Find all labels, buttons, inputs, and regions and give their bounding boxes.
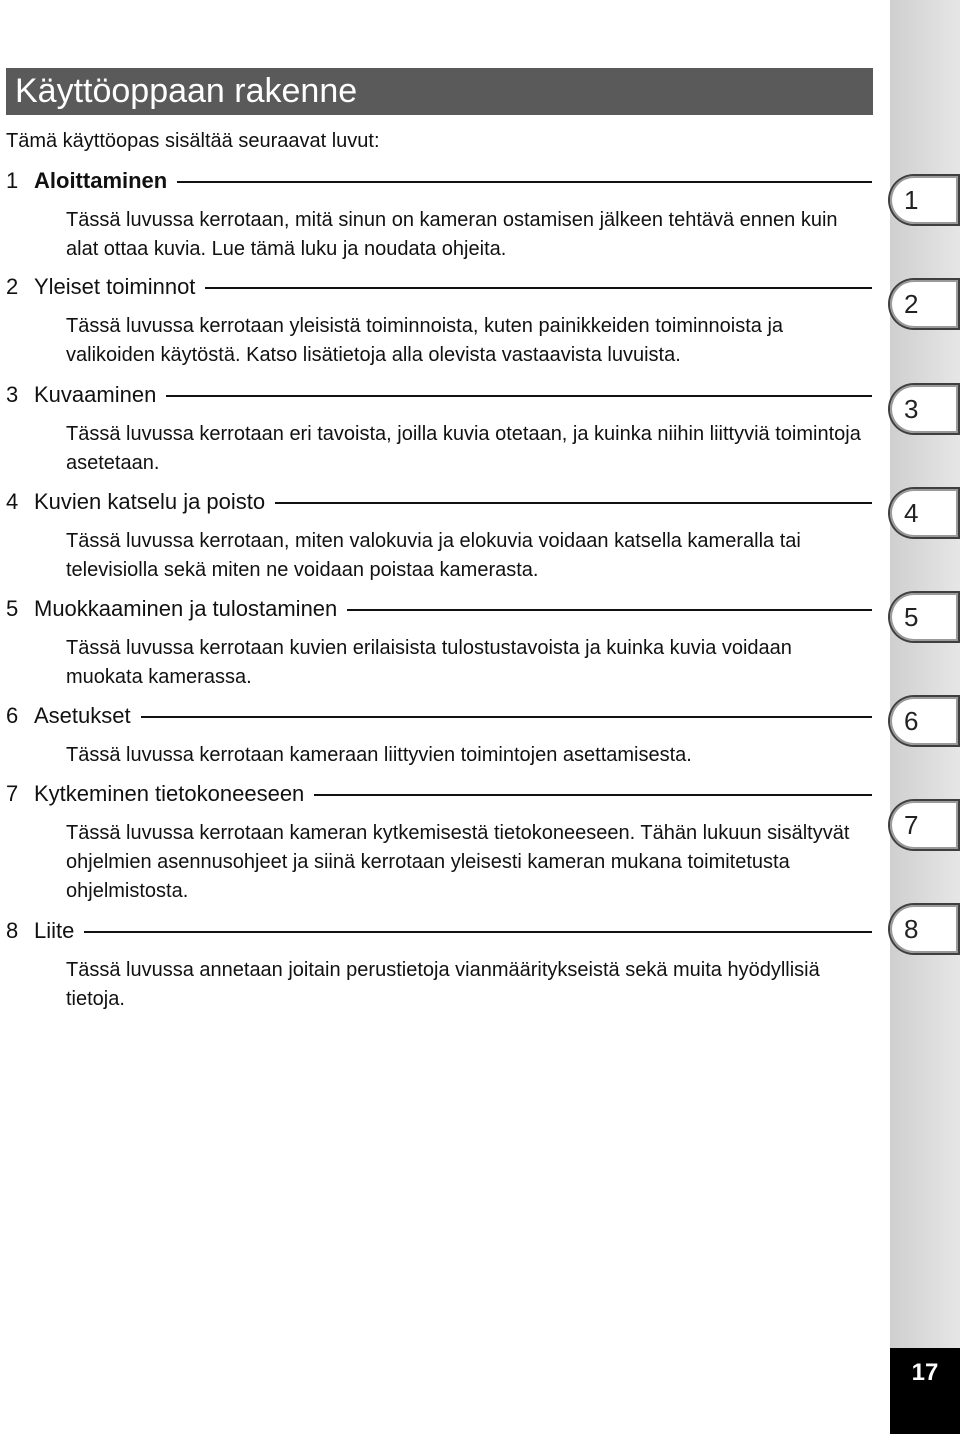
chapter-title: Aloittaminen	[34, 168, 168, 193]
chapter-title: Muokkaaminen ja tulostaminen	[34, 596, 338, 621]
tab-label: 3	[890, 385, 958, 433]
chapter-tab-2[interactable]	[888, 278, 960, 330]
tab-label: 1	[890, 176, 958, 224]
chapter-number: 5	[6, 596, 19, 621]
chapter-rule	[84, 931, 872, 933]
chapter-number: 7	[6, 781, 19, 806]
chapter-title: Liite	[34, 918, 75, 943]
chapter-number: 6	[6, 703, 19, 728]
chapter-rule	[205, 287, 872, 289]
chapter-title: Asetukset	[34, 703, 131, 728]
chapter-number: 4	[6, 489, 19, 514]
chapter-title: Yleiset toiminnot	[34, 274, 196, 299]
chapter-7	[6, 779, 872, 906]
chapter-4	[6, 487, 872, 585]
tab-label: 5	[890, 593, 958, 641]
page-title: Käyttöoppaan rakenne	[6, 68, 873, 115]
chapter-rule	[314, 794, 872, 796]
tab-label: 6	[890, 697, 958, 745]
chapter-title: Kuvaaminen	[34, 382, 157, 407]
chapter-number: 3	[6, 382, 19, 407]
tab-label: 8	[890, 905, 958, 953]
chapter-tab-7[interactable]	[888, 799, 960, 851]
chapter-title: Kuvien katselu ja poisto	[34, 489, 266, 514]
chapter-5	[6, 594, 872, 692]
chapter-8	[6, 916, 872, 1014]
chapter-title: Kytkeminen tietokoneeseen	[34, 781, 305, 806]
chapter-2	[6, 272, 872, 370]
chapter-description: Tässä luvussa kerrotaan eri tavoista, joilla kuvia otetaan, ja kuinka niihin liittyviä toimintoja asetetaan.	[66, 423, 861, 474]
chapter-rule	[275, 502, 872, 504]
intro-text: Tämä käyttöopas sisältää seuraavat luvut:	[6, 130, 380, 152]
chapter-tab-8[interactable]	[888, 903, 960, 955]
chapter-description: Tässä luvussa kerrotaan yleisistä toiminnoista, kuten painikkeiden toiminnoista ja valikoiden käytöstä. Katso lisätietoja alla olevista vastaavista luvuista.	[66, 315, 784, 366]
chapter-number: 1	[6, 168, 19, 193]
chapter-rule	[347, 609, 872, 611]
tab-label: 4	[890, 489, 958, 537]
chapter-rule	[177, 181, 872, 183]
chapter-description: Tässä luvussa kerrotaan kameraan liittyvien toimintojen asettamisesta.	[66, 744, 692, 766]
chapter-description: Tässä luvussa annetaan joitain perustietoja vianmääritykseistä sekä muita hyödyllisiä tietoja.	[66, 959, 820, 1010]
chapter-tab-6[interactable]	[888, 695, 960, 747]
page-number: 17	[890, 1348, 960, 1434]
chapter-rule	[141, 716, 872, 718]
chapter-description: Tässä luvussa kerrotaan kuvien erilaisista tulostustavoista ja kuinka kuvia voidaan muokata kamerassa.	[66, 637, 792, 688]
tab-label: 2	[890, 280, 958, 328]
chapter-rule	[166, 395, 872, 397]
chapter-number: 2	[6, 274, 19, 299]
chapter-description: Tässä luvussa kerrotaan kameran kytkemisestä tietokoneeseen. Tähän lukuun sisältyvät ohjelmien asennusohjeet ja siinä kerrotaan yleisesti kameran mukana toimitetusta ohjelmistosta.	[66, 822, 850, 902]
chapter-tab-1[interactable]	[888, 174, 960, 226]
chapter-description: Tässä luvussa kerrotaan, miten valokuvia ja elokuvia voidaan katsella kameralla tai televisiolla sekä miten ne voidaan poistaa kamerasta.	[66, 530, 801, 581]
chapter-6	[6, 701, 872, 770]
chapter-tab-5[interactable]	[888, 591, 960, 643]
chapter-tab-4[interactable]	[888, 487, 960, 539]
chapter-description: Tässä luvussa kerrotaan, mitä sinun on kameran ostamisen jälkeen tehtävä ennen kuin alat ottaa kuvia. Lue tämä luku ja noudata ohjeita.	[66, 209, 838, 260]
chapter-number: 8	[6, 918, 19, 943]
chapter-3	[6, 380, 872, 478]
chapter-tab-3[interactable]	[888, 383, 960, 435]
chapter-1	[6, 166, 872, 264]
tab-label: 7	[890, 801, 958, 849]
